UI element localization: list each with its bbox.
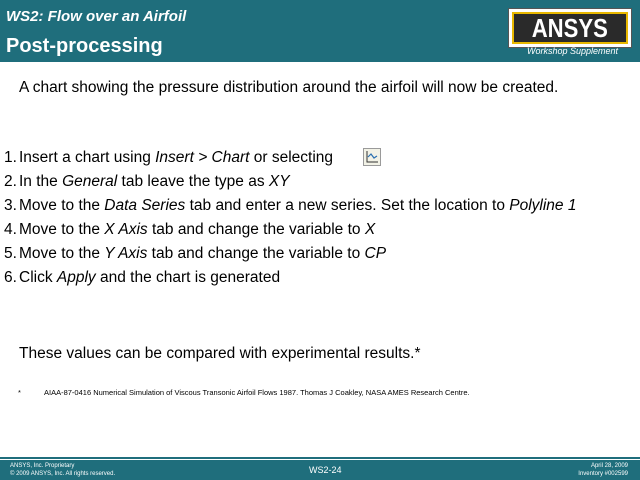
step-text: Move to the xyxy=(19,221,105,238)
footer-bar xyxy=(0,460,640,480)
header-bar xyxy=(0,0,640,62)
step-text: In the xyxy=(19,173,63,190)
step-text: tab and change the variable to xyxy=(147,245,365,262)
step-emphasis: General xyxy=(62,173,118,190)
footnote-marker: * xyxy=(18,388,21,397)
steps-list xyxy=(0,148,600,292)
step-emphasis: Insert > Chart xyxy=(155,149,250,166)
step-emphasis: Data Series xyxy=(104,197,186,214)
step-text: Click xyxy=(19,269,57,286)
footer-inventory: Inventory #002599 xyxy=(578,471,628,477)
step-number: 1. xyxy=(4,149,17,166)
slide-number: WS2-24 xyxy=(309,465,342,475)
footer-date: April 28, 2009 xyxy=(590,463,628,469)
step-number: 4. xyxy=(4,221,17,238)
footnote-reference: AIAA-87-0416 Numerical Simulation of Viscous Transonic Airfoil Flows 1987. Thomas J Coakley, NASA AMES Research Centre. xyxy=(44,388,470,397)
step-item xyxy=(0,196,600,216)
logo-text: ANSYS xyxy=(531,12,609,43)
step-emphasis: XY xyxy=(268,173,290,190)
step-emphasis: X xyxy=(364,221,376,238)
step-emphasis: Apply xyxy=(56,269,96,286)
comparison-note: These values can be compared with experimental results.* xyxy=(19,345,421,362)
step-text: Move to the xyxy=(19,245,105,262)
step-number: 5. xyxy=(4,245,17,262)
intro-paragraph: A chart showing the pressure distribution around the airfoil will now be created. xyxy=(19,79,559,96)
step-emphasis: Y Axis xyxy=(104,245,148,262)
footer-date-inventory xyxy=(578,462,628,478)
page-title: Post-processing xyxy=(6,35,163,57)
step-item xyxy=(0,220,600,240)
step-text: and the chart is generated xyxy=(95,269,281,286)
step-text: tab and enter a new series. Set the location to xyxy=(185,197,510,214)
step-emphasis: Polyline 1 xyxy=(509,197,577,214)
step-text: Insert a chart using xyxy=(19,149,156,166)
step-number: 6. xyxy=(4,269,17,286)
step-text: or selecting xyxy=(249,149,334,166)
chart-icon xyxy=(363,148,381,166)
workshop-title: WS2: Flow over an Airfoil xyxy=(6,8,187,25)
logo-frame xyxy=(512,12,628,44)
footer-proprietary: ANSYS, Inc. Proprietary xyxy=(10,463,75,469)
footer-divider xyxy=(0,457,640,459)
step-emphasis: X Axis xyxy=(104,221,148,238)
step-number: 3. xyxy=(4,197,17,214)
step-item xyxy=(0,268,600,288)
step-text: tab and change the variable to xyxy=(147,221,365,238)
step-emphasis: CP xyxy=(364,245,387,262)
step-item xyxy=(0,244,600,264)
footer-rights: © 2009 ANSYS, Inc. All rights reserved. xyxy=(10,471,116,477)
workshop-supplement-label: Workshop Supplement xyxy=(527,46,619,56)
ansys-logo xyxy=(508,8,632,48)
footer-copyright xyxy=(10,462,115,478)
step-text: Move to the xyxy=(19,197,105,214)
step-item xyxy=(0,172,600,192)
step-item xyxy=(0,148,600,168)
step-text: tab leave the type as xyxy=(117,173,269,190)
step-number: 2. xyxy=(4,173,17,190)
